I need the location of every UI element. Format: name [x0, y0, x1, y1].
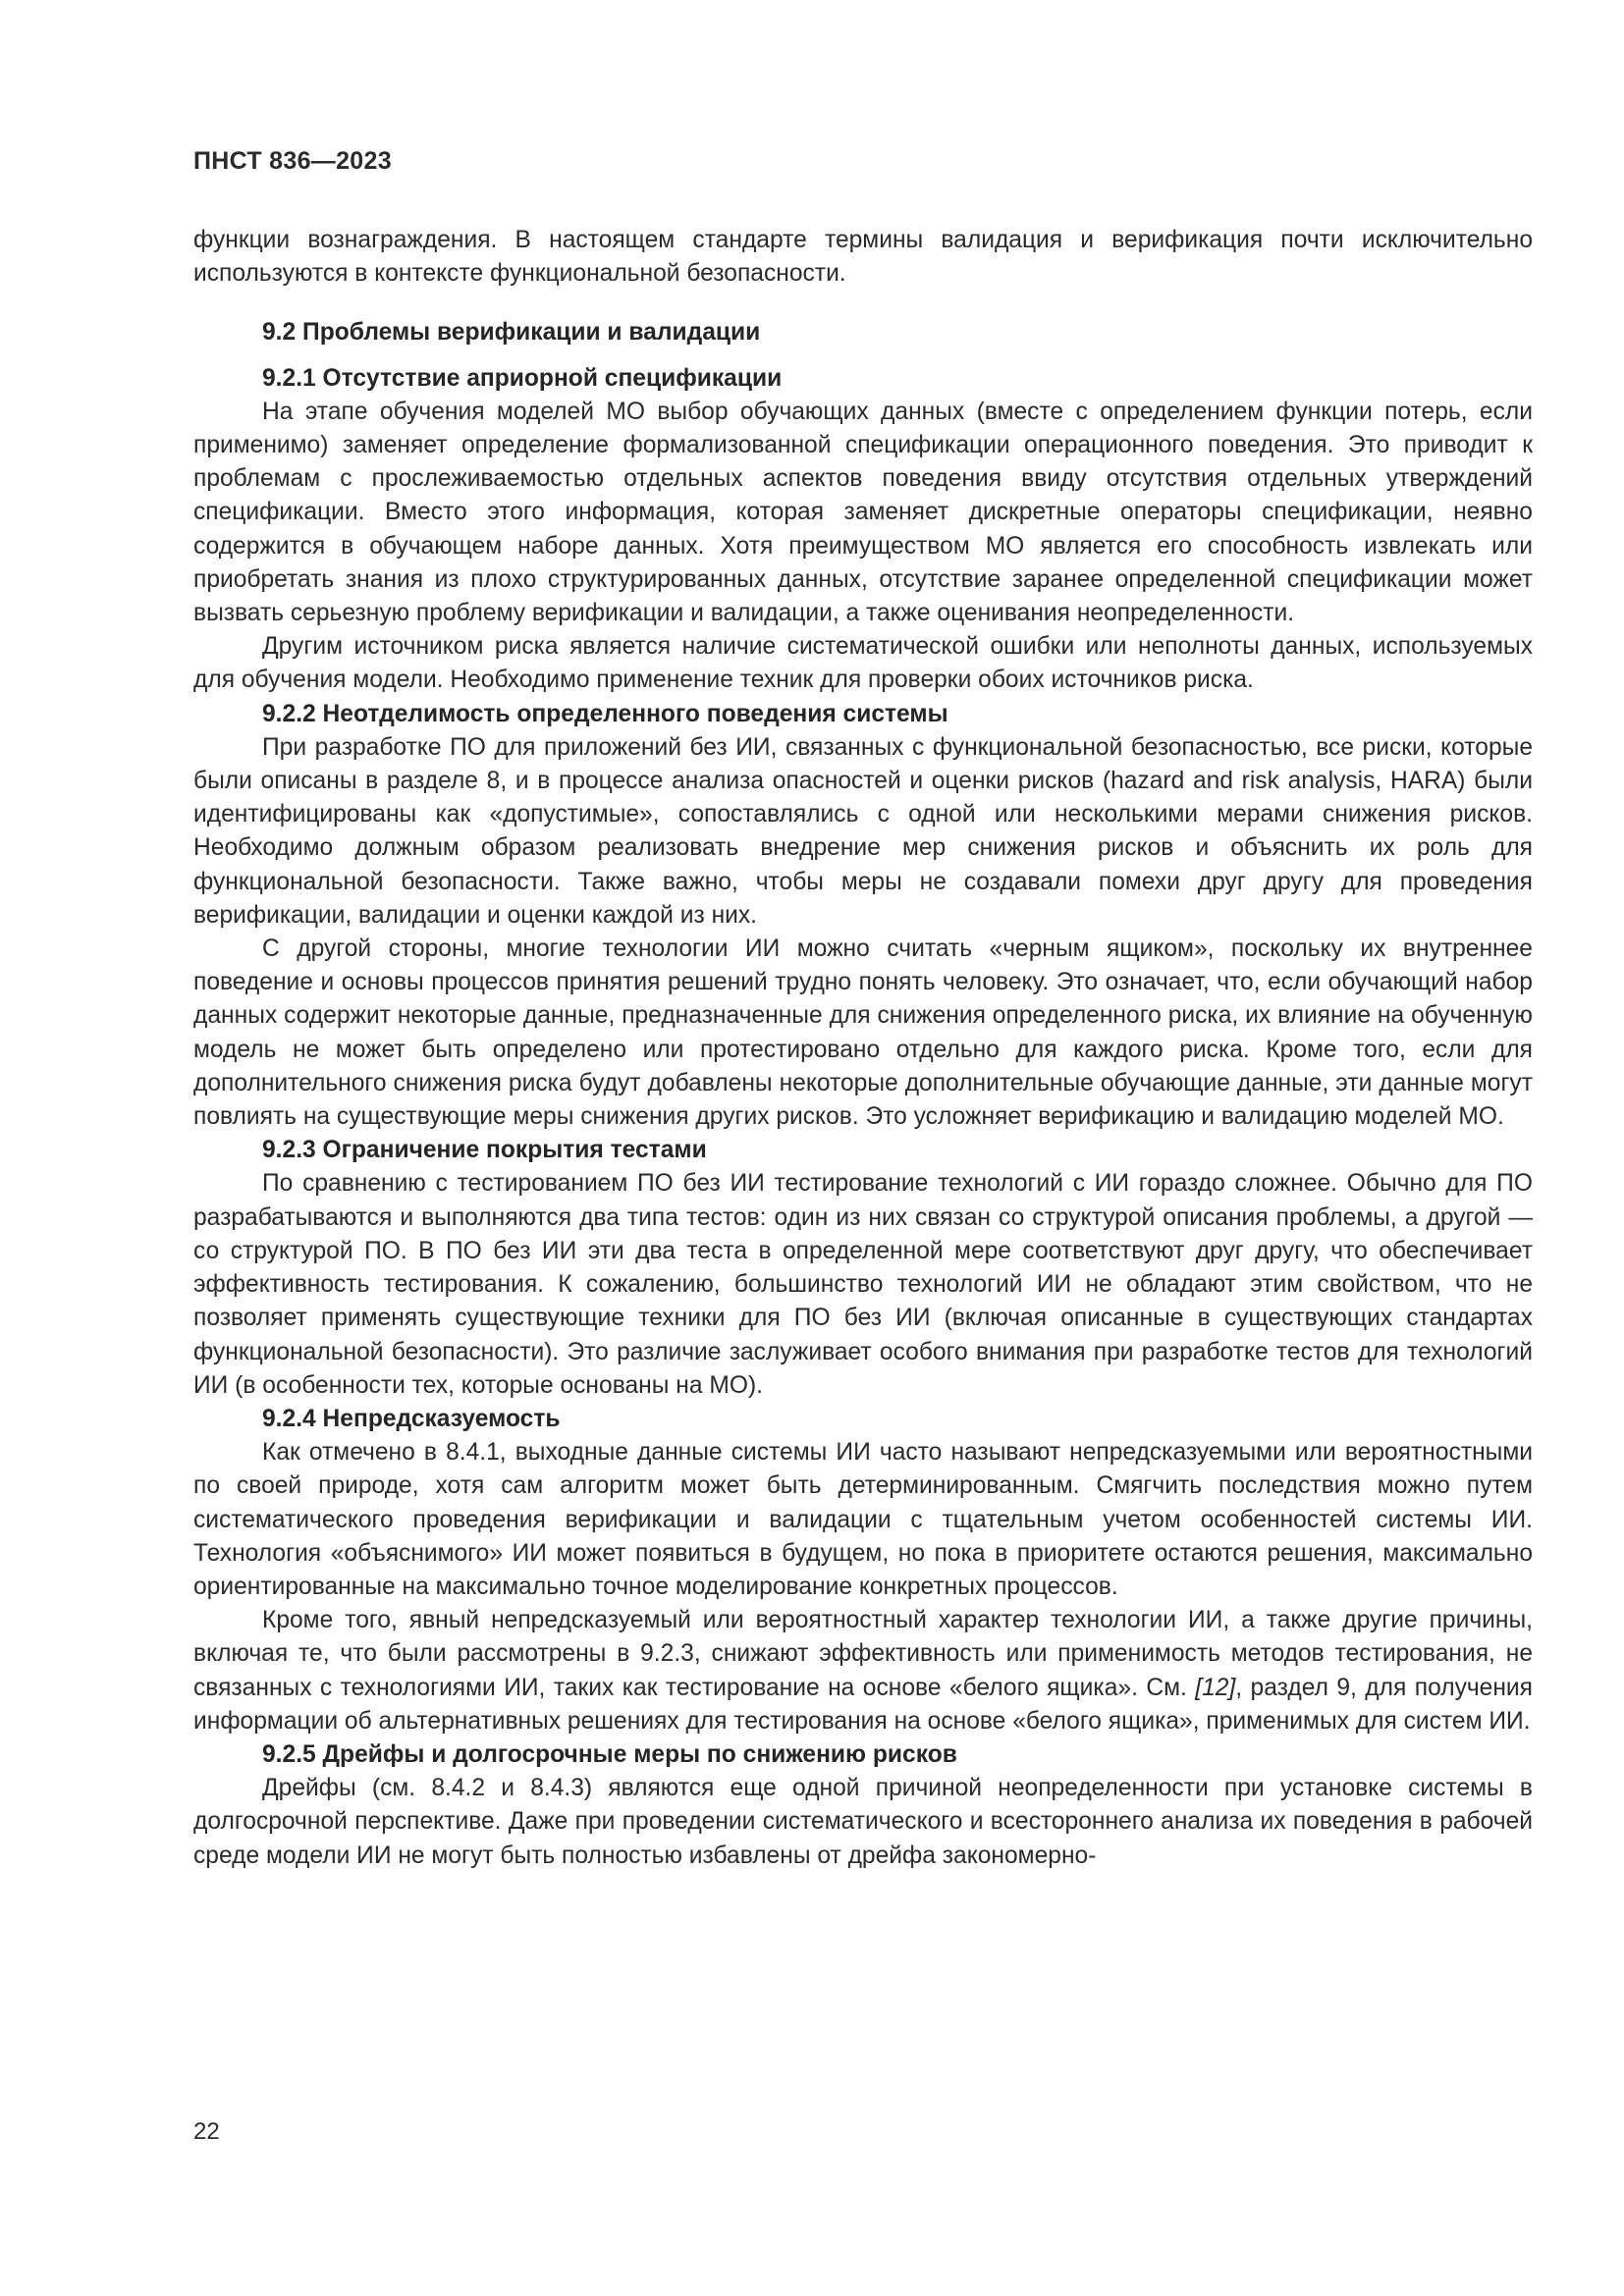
paragraph-9-2-4-b-start: Кроме того, явный непредсказуемый или вероятностный характер технологии ИИ, а также другие причины, включая те, что были рассмотрены в 9.2.3, снижают эффективность или применимость методов тестирования, не связанных с технологиями ИИ, таких как тестирование на основе «белого ящика». См. [193, 1607, 1533, 1701]
subsection-heading-9-2-4: 9.2.4 Непредсказуемость [262, 1405, 561, 1432]
page-number: 22 [193, 2118, 220, 2145]
document-code-header: ПНСТ 836—2023 [193, 147, 392, 175]
paragraph-9-2-1-a: На этапе обучения моделей МО выбор обучающих данных (вместе с определением функции потерь, если применимо) заменяет определение формализованной спецификации операционного поведения. Это приводит к проблемам с прослеживаемостью отдельных аспектов поведения ввиду отсутствия отдельных утверждений спецификации. Вместо этого информация, которая заменяет дискретные операторы спецификации, неявно содержится в обучающем наборе данных. Хотя преимуществом МО является его способность извлекать или приобретать знания из плохо структурированных данных, отсутствие заранее определенной спецификации может вызвать серьезную проблему верификации и валидации, а также оценивания неопределенности. [193, 398, 1533, 627]
paragraph-intro-continuation: функции вознаграждения. В настоящем стандарте термины валидация и верификация почти исключительно используются в контексте функциональной безопасности. [193, 227, 1533, 288]
paragraph-9-2-4-b-end: , раздел 9, для получения информации об альтернативных решениях для тестирования на основе «белого ящика», применимых для систем ИИ. [193, 1674, 1533, 1735]
document-body [193, 224, 1533, 1873]
paragraph-9-2-3-a: По сравнению с тестированием ПО без ИИ тестирование технологий с ИИ гораздо сложнее. Обычно для ПО разрабатываются и выполняются два типа тестов: один из них связан со структурой описания проблемы, а другой — со структурой ПО. В ПО без ИИ эти два теста в определенной мере соответствуют друг другу, что обеспечивает эффективность тестирования. К сожалению, большинство технологий ИИ не обладают этим свойством, что не позволяет применять существующие техники для ПО без ИИ (включая описанные в существующих стандартах функциональной безопасности). Это различие заслуживает особого внимания при разработке тестов для технологий ИИ (в особенности тех, которые основаны на МО). [193, 1170, 1533, 1399]
paragraph-9-2-2-b: С другой стороны, многие технологии ИИ можно считать «черным ящиком», поскольку их внутреннее поведение и основы процессов принятия решений трудно понять человеку. Это означает, что, если обучающий набор данных содержит некоторые данные, предназначенные для снижения определенного риска, их влияние на обученную модель не может быть определено или протестировано отдельно для каждого риска. Кроме того, если для дополнительного снижения риска будут добавлены некоторые дополнительные обучающие данные, эти данные могут повлиять на существующие меры снижения других рисков. Это усложняет верификацию и валидацию моделей МО. [193, 935, 1533, 1131]
paragraph-9-2-4-a: Как отмечено в 8.4.1, выходные данные системы ИИ часто называют непредсказуемыми или вероятностными по своей природе, хотя сам алгоритм может быть детерминированным. Смягчить последствия можно путем систематического проведения верификации и валидации с тщательным учетом особенностей системы ИИ. Технология «объяснимого» ИИ может появиться в будущем, но пока в приоритете остаются решения, максимально ориентированные на максимально точное моделирование конкретных процессов. [193, 1439, 1533, 1600]
section-heading-9-2: 9.2 Проблемы верификации и валидации [262, 319, 761, 347]
paragraph-9-2-4-b [193, 1604, 1533, 1738]
paragraph-9-2-5-a: Дрейфы (см. 8.4.2 и 8.4.3) являются еще одной причиной неопределенности при установке системы в долгосрочной перспективе. Даже при проведении систематического и всестороннего анализа их поведения в рабочей среде модели ИИ не могут быть полностью избавлены от дрейфа закономерно- [193, 1775, 1533, 1869]
subsection-heading-9-2-3: 9.2.3 Ограничение покрытия тестами [262, 1137, 707, 1164]
subsection-heading-9-2-2: 9.2.2 Неотделимость определенного поведения системы [262, 700, 948, 727]
subsection-heading-9-2-1: 9.2.1 Отсутствие априорной спецификации [262, 364, 783, 392]
bibliography-reference-12: [12] [1195, 1674, 1236, 1701]
subsection-heading-9-2-5: 9.2.5 Дрейфы и долгосрочные меры по снижению рисков [262, 1740, 957, 1768]
paragraph-9-2-2-a: При разработке ПО для приложений без ИИ, связанных с функциональной безопасностью, все риски, которые были описаны в разделе 8, и в процессе анализа опасностей и оценки рисков (hazard and risk analysis, HARA) были идентифицированы как «допустимые», сопоставлялись с одной или несколькими мерами снижения рисков. Необходимо должным образом реализовать внедрение мер снижения рисков и объяснить их роль для функциональной безопасности. Также важно, чтобы меры не создавали помехи друг другу для проведения верификации, валидации и оценки каждой из них. [193, 733, 1533, 929]
paragraph-9-2-1-b: Другим источником риска является наличие систематической ошибки или неполноты данных, используемых для обучения модели. Необходимо применение техник для проверки обоих источников риска. [193, 633, 1533, 694]
